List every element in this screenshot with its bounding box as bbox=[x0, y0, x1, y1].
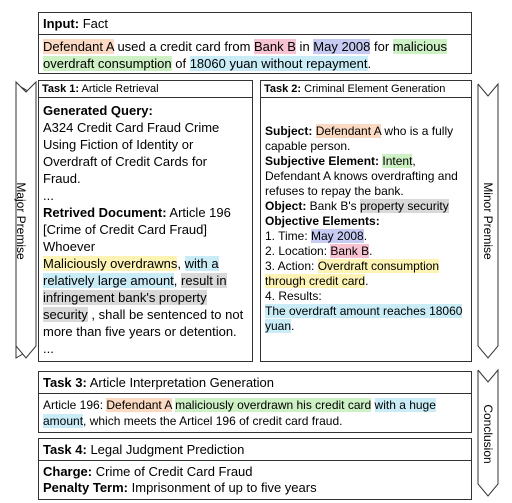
subject-text: who is a fully capable person. bbox=[265, 124, 454, 153]
task1-header bbox=[39, 81, 252, 97]
task4-body bbox=[39, 461, 471, 500]
article-label: Article 196: bbox=[43, 398, 107, 412]
object-label: Object: bbox=[265, 199, 307, 213]
subject-defendant: Defendant A bbox=[315, 124, 382, 138]
fact-text-5: . bbox=[367, 56, 372, 71]
query-text: A324 Credit Card Fraud Crime Using Fiction of Identity or Overdraft of Credit Cards for Fraud. bbox=[43, 120, 220, 186]
fact-date: May 2008 bbox=[313, 39, 371, 54]
interp-defendant: Defendant A bbox=[106, 398, 172, 412]
doc-result: result in infringement bank's property security bbox=[43, 273, 227, 322]
task2-header bbox=[261, 81, 471, 97]
object-text: Bank B's bbox=[306, 199, 360, 213]
ellipsis: ... bbox=[43, 188, 54, 203]
penalty-text: Imprisonment of up to five years bbox=[128, 480, 317, 495]
fact-defendant: Defendant A bbox=[43, 39, 114, 54]
task2-title: Task 2: bbox=[264, 83, 302, 95]
fact-malicious: malicious overdraft consumption bbox=[43, 39, 447, 71]
punct: . bbox=[291, 319, 295, 333]
fact-text-4: of bbox=[171, 56, 190, 71]
task1-title: Task 1: bbox=[42, 83, 80, 95]
interp-rest: , which meets the Articel 196 of credit card fraud. bbox=[83, 414, 343, 428]
input-title: Input: bbox=[43, 16, 80, 31]
query-label: Generated Query: bbox=[43, 103, 153, 118]
time-label: 1. Time: bbox=[265, 229, 312, 243]
task3-body bbox=[39, 394, 471, 433]
doc-large-amount: with a relatively large amount bbox=[43, 256, 219, 288]
task3-header bbox=[39, 372, 471, 393]
punct: . bbox=[365, 274, 369, 288]
task3-title: Task 3: bbox=[43, 375, 87, 390]
task4-subtitle: Legal Judgment Prediction bbox=[86, 442, 245, 457]
fact-text-2: in bbox=[295, 39, 314, 54]
doc-text: Article 196 [Crime of Credit Card Fraud] Whoever bbox=[43, 205, 231, 254]
fact-amount: 18060 yuan without repayment bbox=[189, 56, 368, 71]
object-property: property security bbox=[360, 199, 449, 213]
results-label: 4. Results: bbox=[265, 289, 322, 303]
results-value: The overdraft amount reaches 18060 yuan bbox=[265, 304, 463, 333]
action-label: 3. Action: bbox=[265, 259, 318, 273]
subject-label: Subject: bbox=[265, 124, 313, 138]
task2-panel bbox=[260, 80, 472, 362]
location-label: 2. Location: bbox=[265, 244, 331, 258]
objective-elements-label: Objective Elements: bbox=[265, 214, 380, 228]
task1-subtitle: Article Retrieval bbox=[79, 83, 159, 95]
input-subtitle: Fact bbox=[79, 16, 108, 31]
doc-label: Retrived Document: bbox=[43, 205, 167, 220]
task4-panel bbox=[38, 438, 472, 500]
penalty-label: Penalty Term: bbox=[43, 480, 129, 495]
intent: Intent bbox=[382, 154, 413, 168]
subjective-element-text: , Defendant A knows overdrafting and refuses to repay the bank. bbox=[265, 154, 458, 198]
task1-body bbox=[39, 98, 252, 361]
fact-bank: Bank B bbox=[254, 39, 296, 54]
conclusion-label: Conclusion bbox=[481, 404, 495, 464]
input-panel bbox=[38, 12, 472, 74]
doc-tail: , shall be sentenced to not more than five years or detention. bbox=[43, 307, 244, 339]
task3-panel bbox=[38, 371, 472, 433]
interp-malicious: maliciously overdrawn his credit card bbox=[175, 398, 372, 412]
doc-sep: , bbox=[177, 256, 185, 271]
punct: . bbox=[363, 229, 368, 243]
task4-header bbox=[39, 439, 471, 460]
task2-body bbox=[261, 98, 471, 338]
fact-text-1: used a credit card from bbox=[113, 39, 255, 54]
task1-panel bbox=[38, 80, 253, 362]
interp-amount: with a huge amount bbox=[43, 398, 436, 428]
doc-maliciously: Maliciously overdrawns bbox=[43, 256, 178, 271]
input-header bbox=[39, 13, 471, 34]
fact-text-3: for bbox=[370, 39, 393, 54]
major-premise-label: Major Premise bbox=[14, 182, 28, 260]
action-value: Overdraft consumption through credit card bbox=[265, 259, 440, 288]
fact-text bbox=[39, 35, 471, 76]
doc-sep: , bbox=[173, 273, 182, 288]
location-value: Bank B bbox=[330, 244, 370, 258]
task4-title: Task 4: bbox=[43, 442, 87, 457]
task3-subtitle: Article Interpretation Generation bbox=[86, 375, 275, 390]
charge-text: Crime of Credit Card Fraud bbox=[92, 464, 253, 479]
ellipsis: ... bbox=[43, 341, 54, 356]
minor-premise-label: Minor Premise bbox=[481, 182, 495, 260]
time-value: May 2008 bbox=[311, 229, 364, 243]
charge-label: Charge: bbox=[43, 464, 93, 479]
subjective-element-label: Subjective Element: bbox=[265, 154, 380, 168]
task2-subtitle: Criminal Element Generation bbox=[301, 83, 446, 95]
punct: . bbox=[369, 244, 373, 258]
